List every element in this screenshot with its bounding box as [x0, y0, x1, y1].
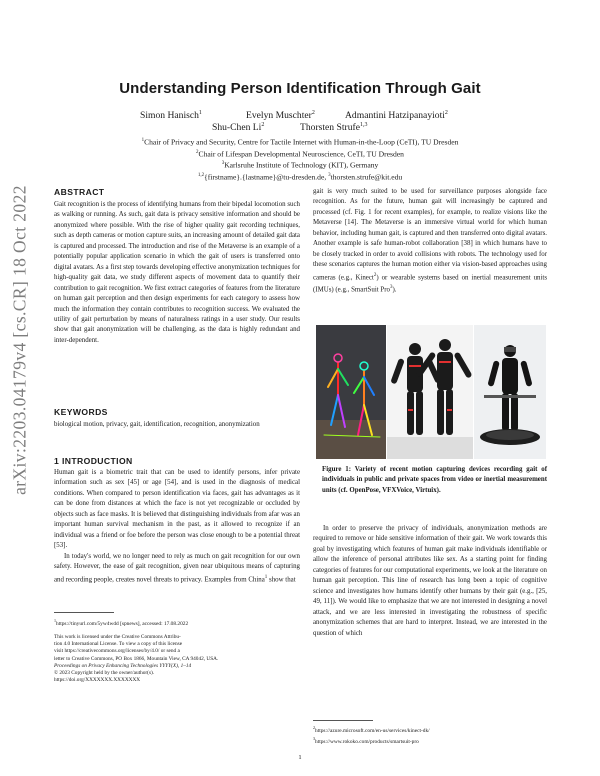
page-number: 1	[298, 754, 302, 761]
author-hanisch: Simon Hanisch$^1$	[140, 110, 202, 122]
affiliation-2: $^2$Chair of Lifespan Developmental Neuroscience, CeTI, TU Dresden	[196, 149, 404, 159]
abstract-body: Gait recognition is the process of identifying humans from their bipedal locomotion such as walking or running. As such, gait data is privacy sensitive information and should be anonymized where possible. With the rise of higher quality gait recording techniques, such as depth cameras or motion capture suits, an increasing amount of detailed gait data is captured and processed. The introduction and rise of the Metaverse is an example of a potentially popular application scenario in which the gait of users is transferred onto digital avatars. As a first step towards developing effective anonymization techniques for high-quality gait data, we study different aspects of movement data to quantify their contribution to gait recognition. We first extract categories of features from the literature on human gait perception and then design experiments for each category to assess how much the information they contain contributes to recognition success. We evaluated the utility of gait perturbation by means of naturalness ratings in a user study. Our results show that gait anonymization will be challenging, as the data is highly redundant and inter-dependent.	[54, 201, 300, 344]
footnote-rule-right	[313, 720, 373, 721]
author-li: Shu-Chen Li$^2$	[212, 122, 265, 134]
author-muschter: Evelyn Muschter$^2$	[246, 110, 315, 122]
footnote-rule	[54, 612, 114, 613]
author-strufe: Thorsten Strufe$^{1,3}$	[300, 122, 368, 134]
affiliations	[60, 136, 540, 183]
footnote-2: $^2$https://azure.microsoft.com/en-us/services/kinect-dk/	[313, 725, 430, 734]
footnote-1: $^1$https://tinyurl.com/5yw4wdd [spnews], accessed: 17.08.2022	[54, 618, 189, 627]
keywords-heading: KEYWORDS	[54, 407, 108, 417]
arxiv-id: arXiv:2203.04179v4 [cs.CR] 18 Oct 2022	[9, 185, 30, 495]
arxiv-identifier-sidebar	[3, 120, 37, 560]
author-emails: $^{1,2}${firstname}.{lastname}@tu-dresden.de, $^3$thorsten.strufe@kit.edu	[197, 172, 403, 182]
footnote-3: $^3$https://www.rokoko.com/products/smartsuit-pro	[313, 736, 419, 745]
paper-title: Understanding Person Identification Through Gait	[119, 80, 481, 97]
figure-1	[316, 325, 546, 459]
figure-photo-virtuix	[474, 325, 546, 459]
footnotes-right	[313, 724, 547, 746]
right-column-paragraph-1: gait is very much suited to be used for surveillance purposes alongside face recognition. As for the future, human gait will increasingly be captured and processed (cf. Fig. 1 for recent examples), for example, to realize visions like the Metaverse [14]. The Metaverse is an immersive virtual world for which human behavior, including human gait, is captured and then transferred onto digital avatars. Another example is safe human-robot collaboration [38] in which humans have to be closely tracked in order to avoid collisions with robots. The technology used for these scenarios captures the human motion either via vision-based approaches using cameras (e.g., Kinect$^2$) or wearable systems based on inertial measurement units (IMUs) (e.g., SmartSuit Pro$^3$).	[313, 188, 548, 294]
figure-photo-openpose	[316, 325, 386, 459]
figure-photo-mocap-suits	[387, 325, 473, 459]
license-block: This work is licensed under the Creative Commons Attribu- tion 4.0 International License. To view a copy of this license visit https://creativecommons.org/licenses/by/4.0/ or send a letter to Creative Commons, PO Box 1866, Mountain View, CA 94042, USA. Proceedings on Privacy Enhancing Technologies YYYY(X), 1–14 © 2023 Copyright held by the owner/author(s). https://doi.org/XXXXXXX.XXXXXXX	[54, 634, 219, 684]
right-column-paragraph-2: In order to preserve the privacy of individuals, anonymization methods are required to remove or hide sensitive information of their gait. We work towards this goal by investigating which features of human gait make individuals identifiable or allow the inference of personal attributes like sex. As a starting point for finding categories of features for our computational experiments, we look at the literature on human gait perception. This line of research has long been a topic of cognitive science and investigates how humans identify other humans by their gait (e.g., [25, 49, 11]). We would like to emphasize that we are not interested in designing a novel attack, and we are less interested in investigating the robustness of specific anonymization schemes that are hard to interpret. Instead, we are interested in the question of which	[313, 525, 547, 637]
author-hatzipanayioti: Admantini Hatzipanayioti$^2$	[345, 110, 448, 122]
keywords-body: biological motion, privacy, gait, identification, recognition, anonymization	[54, 421, 260, 428]
introduction-body: Human gait is a biometric trait that can be used to identify persons, infer private information such as sex [45] or age [54], and is used in the diagnosis of medical conditions. When compared to person identification via faces, gait has advantages as it can be done from distances at which the face is not yet recognizable or occluded by objects such as face masks. It is believed that distinguishing individuals from afar was an important human survival mechanism in the past, as it allowed to recognize if an individual was a friend or foe before the person was close enough to be a potential threat [53]. In today's world, we no longer need to rely as much on gait recognition for our own safety. However, the ease of gait recognition, given near ubiquitous means of capturing and recording people, creates novel threats to privacy. Examples from China$^1$ show that	[54, 469, 300, 583]
figure-1-caption: Figure 1: Variety of recent motion capturing devices recording gait of individuals in public and private spaces from video or inertial measurement units (cf. OpenPose, VFXVoice, Virtuix).	[322, 466, 547, 494]
affiliation-1: $^1$Chair of Privacy and Security, Centre for Tactile Internet with Human-in-the-Loop (CeTI), TU Dresden	[141, 137, 459, 147]
introduction-heading: 1 INTRODUCTION	[54, 456, 133, 466]
affiliation-3: $^3$Karlsruhe Institute of Technology (KIT), Germany	[221, 161, 379, 170]
abstract-heading: ABSTRACT	[54, 187, 105, 197]
